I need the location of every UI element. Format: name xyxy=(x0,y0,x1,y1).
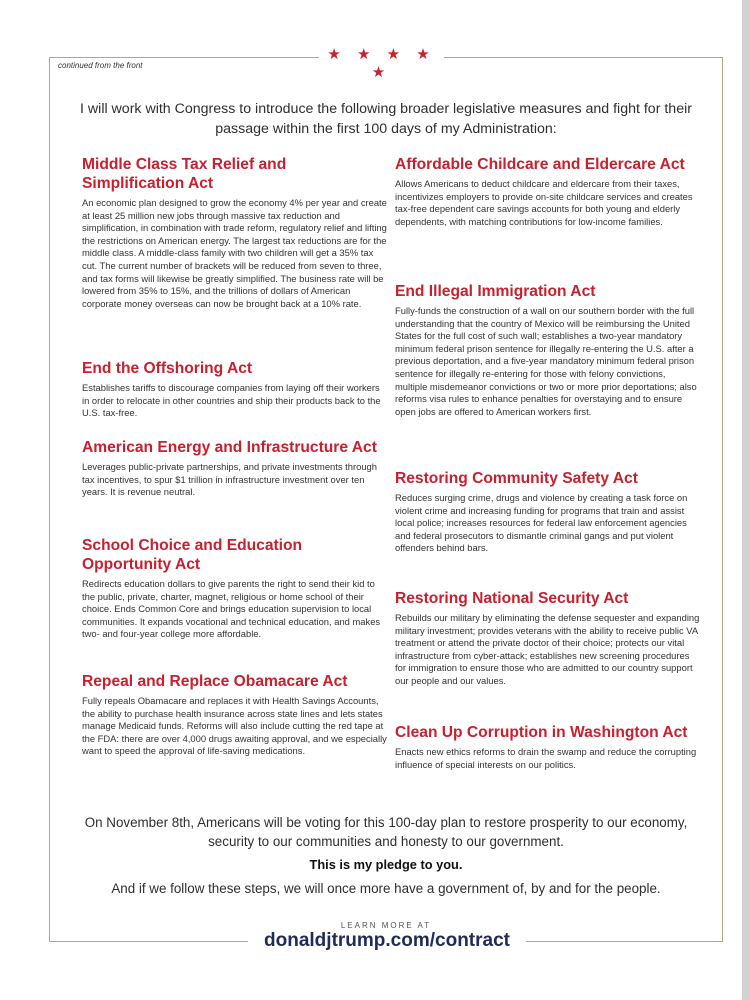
section-body: Fully-funds the construction of a wall on our southern border with the full understanding that the country of Mexico will be reimbursing the United States for the full cost of such wall; establishes a two-year mandatory minimum federal prison sentence for illegally re-entering the U.S. after a previous deportation, and a five-year mandatory minimum federal prison sentence for illegally re-entering for those with felony convictions, multiple misdemeanor convictions or two or more prior deportations; also reforms visa rules to enhance penalties for overstaying and to ensure open jobs are offered to American workers first. xyxy=(395,305,697,417)
section-national-security xyxy=(395,589,700,688)
section-title: Clean Up Corruption in Washington Act xyxy=(395,724,688,741)
section-corruption xyxy=(395,723,700,771)
section-energy xyxy=(82,438,387,499)
section-body: Allows Americans to deduct childcare and eldercare from their taxes, incentivizes employers to provide on-site childcare services and creates tax-free dependent care savings accounts for both young and elderly dependents, with matching contributions for low-income families. xyxy=(395,178,693,227)
section-body: Enacts new ethics reforms to drain the swamp and reduce the corrupting influence of special interests on our politics. xyxy=(395,746,697,770)
section-body: Reduces surging crime, drugs and violence by creating a task force on violent crime and increasing funding for programs that train and assist local police; increases resources for federal law enforcement agencies and federal prosecutors to dismantle criminal gangs and put violent offenders behind bars. xyxy=(395,492,688,554)
contract-link[interactable]: donaldjtrump.com/contract xyxy=(264,930,510,951)
section-body: Leverages public-private partnerships, and private investments through tax incentives, to spur $1 trillion in infrastructure investment over ten years. It is revenue neutral. xyxy=(82,461,377,498)
section-title: American Energy and Infrastructure Act xyxy=(82,439,377,456)
stars-decoration: ★ ★ ★ ★ ★ xyxy=(327,46,436,81)
section-offshoring xyxy=(82,359,387,420)
section-title: Restoring Community Safety Act xyxy=(395,470,638,487)
section-school-choice xyxy=(82,536,387,641)
section-title: Restoring National Security Act xyxy=(395,590,629,607)
learn-more-label: LEARN MORE AT xyxy=(340,921,432,930)
section-immigration xyxy=(395,282,700,418)
closing-paragraph: On November 8th, Americans will be voting for this 100-day plan to restore prosperity to our economy, security to our communities and honesty to our government. xyxy=(84,815,688,849)
section-body: Establishes tariffs to discourage companies from laying off their workers in order to relocate in other countries and ship their products back to the U.S. tax-free. xyxy=(82,382,381,419)
section-title: Repeal and Replace Obamacare Act xyxy=(82,673,348,690)
section-title: End the Offshoring Act xyxy=(82,360,253,377)
continued-note: continued from the front xyxy=(58,61,143,70)
final-line: And if we follow these steps, we will once more have a government of, by and for the people. xyxy=(111,881,661,896)
section-body: An economic plan designed to grow the economy 4% per year and create at least 25 million new jobs through massive tax reduction and simplification, in combination with trade reform, regulatory relief and lifting the restrictions on American energy. The largest tax reductions are for the middle class. A middle-class family with two children will get a 35% tax cut. The current number of brackets will be reduced from seven to three, and tax forms will likewise be greatly simplified. The business rate will be lowered from 35% to 15%, and the trillions of dollars of American corporate money overseas can now be brought back at a 10% rate. xyxy=(82,197,387,309)
section-obamacare xyxy=(82,672,387,758)
section-community-safety xyxy=(395,469,700,555)
pledge-line: This is my pledge to you. xyxy=(309,857,463,872)
intro-paragraph: I will work with Congress to introduce the following broader legislative measures and fight for their passage within the first 100 days of my Administration: xyxy=(80,101,692,137)
section-tax-relief xyxy=(82,155,387,310)
section-body: Redirects education dollars to give parents the right to send their kid to the public, private, charter, magnet, religious or home school of their choice. Ends Common Core and brings education supervision to local communities. It expands vocational and technical education, and makes two- and four-year college more affordable. xyxy=(82,578,381,640)
section-title: Middle Class Tax Relief and Simplification Act xyxy=(82,156,287,192)
section-title: School Choice and Education Opportunity Act xyxy=(82,537,303,573)
section-title: End Illegal Immigration Act xyxy=(395,283,596,300)
section-body: Fully repeals Obamacare and replaces it with Health Savings Accounts, the ability to purchase health insurance across state lines and lets states manage Medicaid funds. Reforms will also include cutting the red tape at the FDA: there are over 4,000 drugs awaiting approval, and we especially want to speed the approval of life-saving medications. xyxy=(82,695,387,757)
section-body: Rebuilds our military by eliminating the defense sequester and expanding military investment; provides veterans with the ability to receive public VA treatment or attend the private doctor of their choice; protects our vital infrastructure from cyber-attack; establishes new screening procedures for immigration to ensure those who are admitted to our country support our people and our values. xyxy=(395,612,700,686)
section-title: Affordable Childcare and Eldercare Act xyxy=(395,156,685,173)
section-childcare xyxy=(395,155,700,228)
